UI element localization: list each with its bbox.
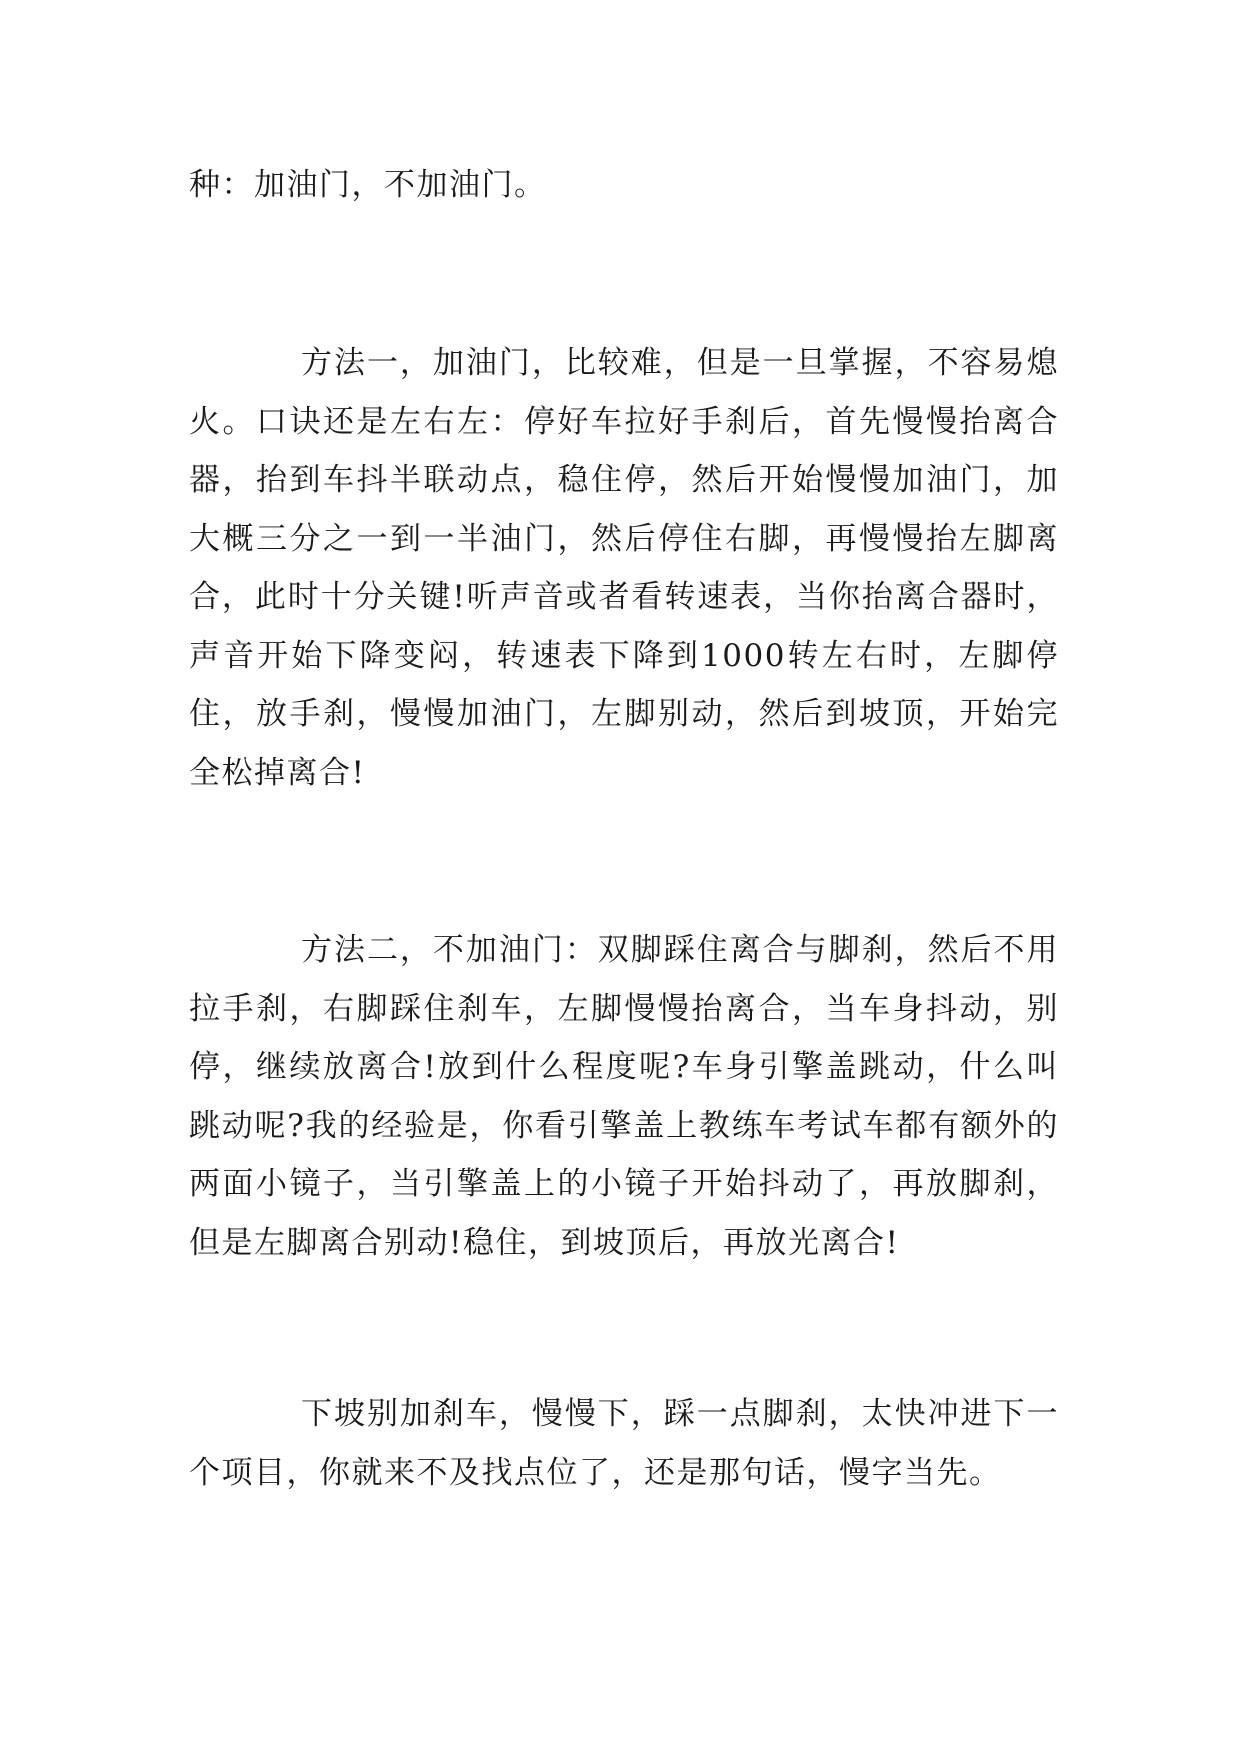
paragraph-downhill: 下坡别加刹车，慢慢下，踩一点脚刹，太快冲进下一个项目，你就来不及找点位了，还是那句话，慢字当先。 — [189, 1396, 1059, 1491]
paragraph-continuation: 种：加油门，不加油门。 — [189, 167, 547, 203]
paragraph-method-one: 方法一，加油门，比较难，但是一旦掌握，不容易熄火。口诀还是左右左：停好车拉好手刹后，首先慢慢抬离合器，抬到车抖半联动点，稳住停，然后开始慢慢加油门，加大概三分之一到一半油门，然后停住右脚，再慢慢抬左脚离合，此时十分关键!听声音或者看转速表，当你抬离合器时，声音开始下降变闷，转速表下降到1000转左右时，左脚停住，放手刹，慢慢加油门，左脚别动，然后到坡顶，开始完全松掉离合! — [189, 345, 1059, 791]
paragraph-method-two: 方法二，不加油门：双脚踩住离合与脚刹，然后不用拉手刹，右脚踩住刹车，左脚慢慢抬离合，当车身抖动，别停，继续放离合!放到什么程度呢?车身引擎盖跳动，什么叫跳动呢?我的经验是，你看引擎盖上教练车考试车都有额外的两面小镜子，当引擎盖上的小镜子开始抖动了，再放脚刹，但是左脚离合别动!稳住，到坡顶后，再放光离合! — [189, 932, 1059, 1261]
